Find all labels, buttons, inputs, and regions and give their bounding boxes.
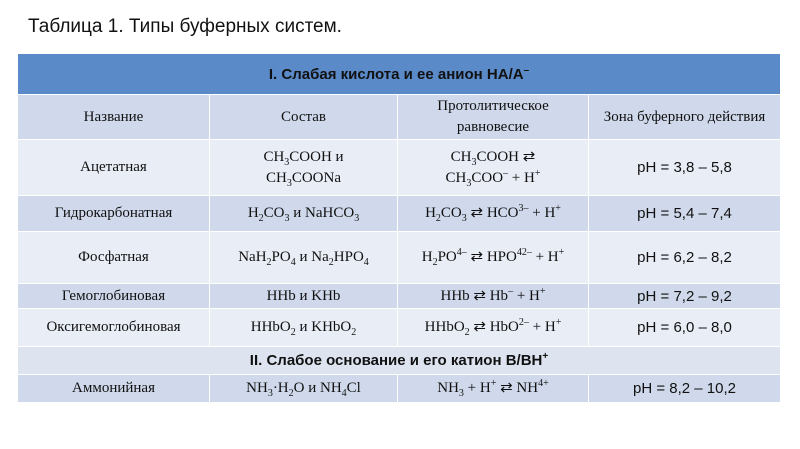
ammonium-zone: pH = 8,2 – 10,2 [589,375,781,403]
acetate-composition-line2: $CH_3COONa$ [265,169,341,189]
column-header-row [18,95,781,140]
ammonium-composition: $NH_3\cdot H_2O$ и $NH_4Cl$ [210,375,398,403]
column-header-name: Название [18,95,210,140]
table-row [18,140,781,196]
table-row [18,309,781,347]
bicarbonate-composition: $H_2CO_3$ и NaHCO$_3$ [210,196,398,232]
buffer-systems-table [17,53,781,403]
acetate-name: Ацетатная [18,140,210,196]
oxyhemoglobin-equilibrium: HHbO$_2$ ⇄ HbO$^{2-}$ + H+ [398,309,589,347]
section-base-header-row [18,347,781,375]
bicarbonate-name: Гидрокарбонатная [18,196,210,232]
ammonium-name: Аммонийная [18,375,210,403]
acetate-equilibrium-line1: $CH_3COOH$ ⇄ [450,148,536,168]
hemoglobin-equilibrium: HHb ⇄ Hb– + H+ [398,284,589,309]
table-row [18,232,781,284]
acetate-equilibrium-line2: $CH_3COO^- + H^+$ [445,167,541,189]
table-row [18,375,781,403]
table-row [18,196,781,232]
column-header-equilibrium: Протолитическое равновесие [398,95,589,140]
ammonium-equilibrium: $NH_3 + H^+$ ⇄ $NH^{4+}$ [398,375,589,403]
table-row [18,284,781,309]
acetate-equilibrium [398,140,589,196]
column-header-composition: Состав [210,95,398,140]
hemoglobin-name: Гемоглобиновая [18,284,210,309]
oxyhemoglobin-zone: pH = 6,0 – 8,0 [589,309,781,347]
hemoglobin-composition: HHb и KHb [210,284,398,309]
phosphate-composition: $NaH_2PO_4$ и $Na_2HPO_4$ [210,232,398,284]
acetate-zone: pH = 3,8 – 5,8 [589,140,781,196]
table-caption: Таблица 1. Типы буферных систем. [28,16,342,37]
phosphate-zone: pH = 6,2 – 8,2 [589,232,781,284]
section-acid-header-row [18,54,781,95]
hemoglobin-zone: pH = 7,2 – 9,2 [589,284,781,309]
oxyhemoglobin-name: Оксигемоглобиновая [18,309,210,347]
acetate-composition-line1: $CH_3COOH$ и [263,148,344,168]
column-header-zone: Зона буферного действия [589,95,781,140]
acetate-composition [210,140,398,196]
bicarbonate-zone: pH = 5,4 – 7,4 [589,196,781,232]
phosphate-equilibrium: $H_2PO^{4-}$ ⇄ $HPO^{42-} + H^+$ [398,232,589,284]
bicarbonate-equilibrium: $H_2CO_3$ ⇄ $HCO^{3-} + H^+$ [398,196,589,232]
section-acid-title: I. Слабая кислота и ее анион HA/A– [18,54,781,95]
phosphate-name: Фосфатная [18,232,210,284]
section-base-title: II. Слабое основание и его катион B/BH+ [18,347,781,375]
oxyhemoglobin-composition: HHbO$_2$ и KHbO$_2$ [210,309,398,347]
